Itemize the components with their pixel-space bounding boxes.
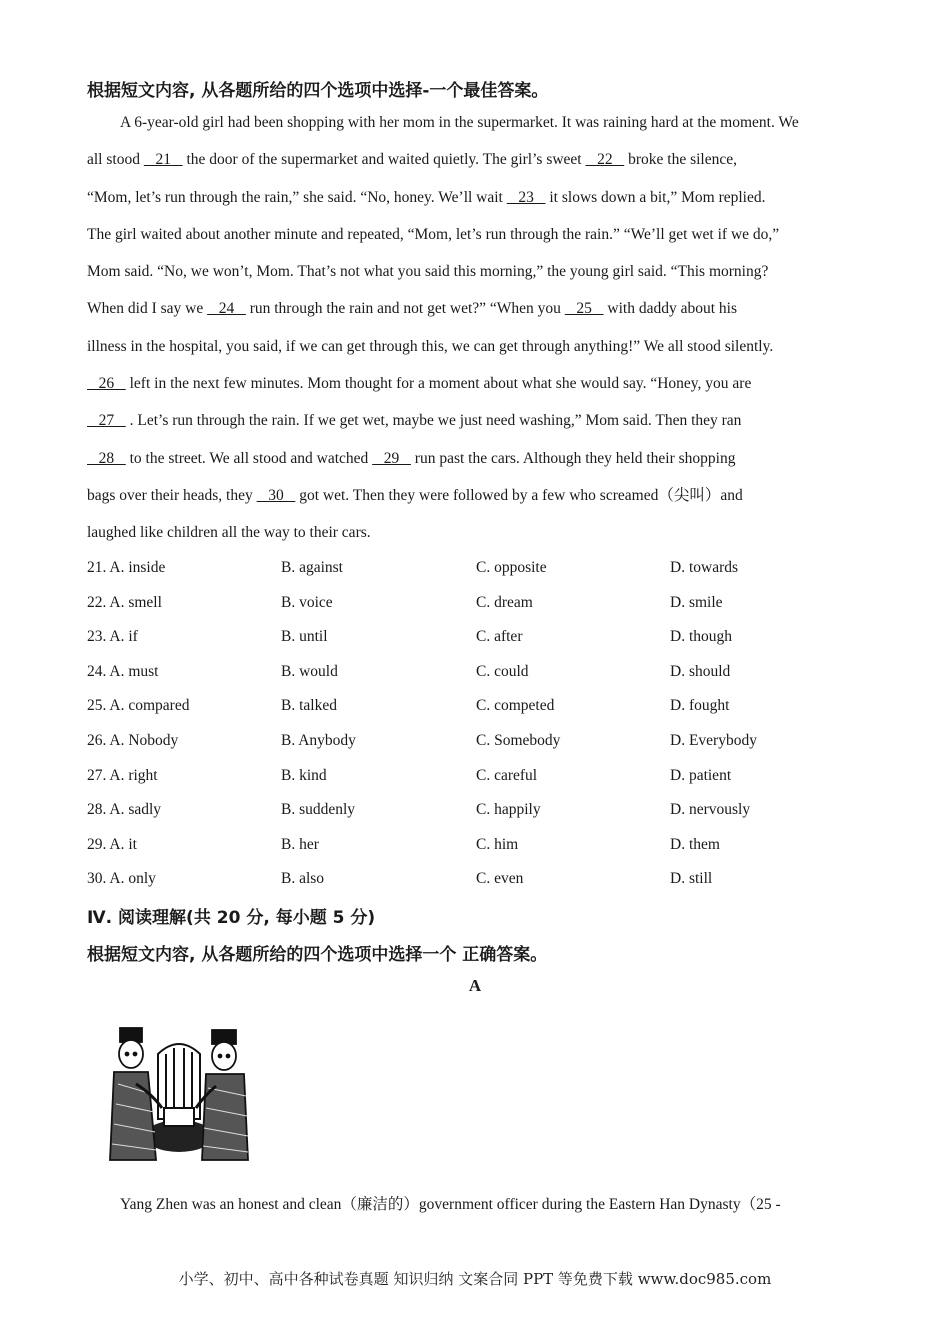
passage-text: . Let’s run through the rain. If we get wet, maybe we just need washing,” Mom said. Then they ran	[125, 412, 742, 430]
passage-line	[87, 328, 857, 365]
passage-text: all stood	[87, 151, 144, 169]
question-option-row	[87, 591, 867, 626]
passage-line	[87, 514, 857, 551]
passage-text: When did I say we	[87, 300, 208, 318]
answer-blank: 27	[87, 412, 126, 430]
option-c: C. careful	[476, 766, 538, 784]
passage-text: it slows down a bit,” Mom replied.	[545, 188, 766, 206]
option-c: C. could	[476, 662, 529, 680]
answer-blank: 21	[143, 151, 183, 169]
option-d: D. them	[670, 835, 720, 853]
option-c: C. him	[476, 835, 519, 853]
option-a: 26. A. Nobody	[87, 731, 179, 749]
answer-blank: 25	[564, 300, 604, 318]
passage-line	[87, 104, 857, 141]
option-c: C. opposite	[476, 559, 547, 576]
question-option-row	[87, 625, 867, 660]
question-option-row	[87, 833, 867, 868]
passage-text: The girl waited about another minute and repeated, “Mom, let’s run through the rain.” “We’ll get wet if we do,”	[87, 225, 780, 243]
answer-blank: 30	[256, 486, 296, 504]
option-d: D. towards	[670, 559, 739, 576]
option-c: C. even	[476, 870, 524, 888]
option-a: 27. A. right	[87, 766, 158, 784]
passage-line	[87, 216, 857, 253]
option-a: 28. A. sadly	[87, 801, 162, 819]
passage-line	[87, 179, 857, 216]
passage-text: illness in the hospital, you said, if we can get through this, we can get through anything!” We all stood silently.	[87, 337, 774, 355]
section-label: A	[468, 976, 482, 995]
passage-line	[87, 365, 857, 402]
option-d: D. though	[670, 628, 732, 646]
answer-blank: 28	[87, 449, 126, 467]
option-a: 30. A. only	[87, 870, 156, 888]
passage-text: bags over their heads, they	[87, 486, 257, 504]
option-c: C. competed	[476, 697, 555, 715]
cloze-heading: 根据短文内容, 从各题所给的四个选项中选择-一个最佳答案。	[87, 81, 549, 101]
option-a: 25. A. compared	[87, 697, 190, 715]
option-a: 21. A. inside	[87, 559, 166, 576]
option-a: 29. A. it	[87, 835, 137, 853]
passage-text: with daddy about his	[603, 300, 738, 318]
passage-line	[87, 290, 857, 327]
question-option-row	[87, 867, 867, 902]
option-b: B. suddenly	[281, 801, 356, 819]
question-option-row	[87, 798, 867, 833]
passage-line	[87, 253, 857, 290]
answer-blank: 29	[372, 449, 411, 467]
passage-line	[87, 440, 857, 477]
option-a: 23. A. if	[87, 628, 138, 646]
question-option-row	[87, 729, 867, 764]
option-d: D. still	[670, 870, 713, 888]
option-c: C. happily	[476, 801, 541, 819]
option-c: C. after	[476, 628, 523, 646]
question-option-row	[87, 764, 867, 799]
option-b: B. would	[281, 662, 338, 680]
option-c: C. dream	[476, 593, 533, 611]
reading-instruction: 根据短文内容, 从各题所给的四个选项中选择一个 正确答案。	[87, 945, 548, 965]
option-d: D. nervously	[670, 801, 751, 819]
answer-blank: 23	[506, 188, 546, 206]
option-b: B. talked	[281, 697, 337, 715]
answer-blank: 24	[207, 300, 246, 318]
option-a: 24. A. must	[87, 662, 159, 680]
reading-heading: Ⅳ. 阅读理解(共 20 分, 每小题 5 分)	[87, 908, 376, 928]
option-c: C. Somebody	[476, 731, 561, 749]
passage-text: laughed like children all the way to their cars.	[87, 524, 371, 542]
option-b: B. also	[281, 870, 325, 888]
passage-text: the door of the supermarket and waited quietly. The girl’s sweet	[182, 151, 586, 169]
passage-text: run past the cars. Although they held their shopping	[410, 449, 736, 467]
passage-text: got wet. Then they were followed by a few who screamed（尖叫）and	[295, 486, 743, 504]
option-b: B. voice	[281, 593, 333, 611]
option-b: B. Anybody	[281, 731, 356, 749]
cloze-passage	[87, 104, 857, 552]
question-option-row	[87, 660, 867, 695]
passage-line	[87, 141, 857, 178]
passage-text: left in the next few minutes. Mom thought for a moment about what she would say. “Honey, you are	[125, 375, 752, 393]
passage-text: A 6-year-old girl had been shopping with her mom in the supermarket. It was raining hard at the moment. We	[120, 114, 799, 131]
passage-text: Mom said. “No, we won’t, Mom. That’s not what you said this morning,” the young girl said. “This morning?	[87, 263, 769, 281]
passage-text: run through the rain and not get wet?” “When you	[245, 300, 565, 318]
option-d: D. fought	[670, 697, 730, 715]
option-b: B. her	[281, 835, 319, 853]
answer-options	[87, 556, 867, 902]
option-d: D. patient	[670, 766, 732, 784]
option-a: 22. A. smell	[87, 593, 162, 611]
option-d: D. should	[670, 662, 731, 680]
passage-text: “Mom, let’s run through the rain,” she said. “No, honey. We’ll wait	[87, 188, 507, 206]
passage-line	[87, 402, 857, 439]
option-b: B. kind	[281, 766, 327, 784]
answer-blank: 22	[585, 151, 625, 169]
passage-text: broke the silence,	[624, 151, 737, 169]
option-b: B. against	[281, 559, 343, 576]
yang-zhen-illustration	[108, 1024, 250, 1164]
footer-text: 小学、初中、高中各种试卷真题 知识归纳 文案合同 PPT 等免费下载 www.doc985.com	[178, 1270, 772, 1288]
passage-a-first-line: Yang Zhen was an honest and clean（廉洁的）government officer during the Eastern Han Dynasty（25 -	[120, 1196, 781, 1213]
option-d: D. Everybody	[670, 731, 757, 749]
answer-blank: 26	[87, 375, 126, 393]
question-option-row	[87, 694, 867, 729]
passage-text: to the street. We all stood and watched	[125, 449, 373, 467]
option-b: B. until	[281, 628, 328, 646]
passage-line	[87, 477, 857, 514]
option-d: D. smile	[670, 593, 723, 611]
question-option-row	[87, 556, 867, 591]
